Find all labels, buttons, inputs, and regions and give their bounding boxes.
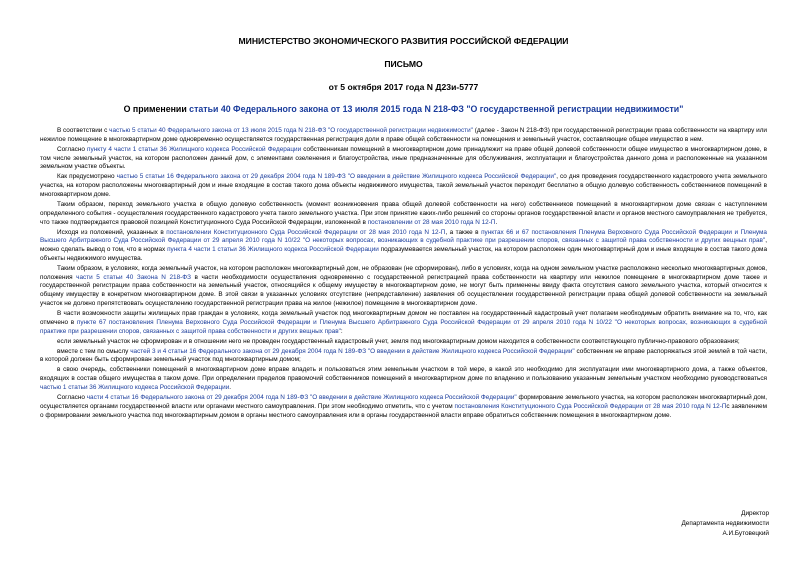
paragraph-text: Согласно [57, 393, 87, 401]
paragraph-text: . [229, 384, 232, 391]
paragraph-text: , со дня проведения государственного кадастрового учета земельного участка, на котором расположены многоквартирный дом и иные входящие в состав такого дома объекты недвижимого имущества, такой земельный участок переходит бесплатно в общую долевую собственность собственников помещений в многоквартирном доме. [40, 173, 767, 198]
paragraph-text: , а также в [445, 228, 482, 236]
legal-reference-link[interactable]: частей 3 и 4 статьи 16 Федерального закона от 29 декабря 2004 года N 189-ФЗ "О введении в действие Жилищного кодекса Российской Федерации" [130, 347, 575, 355]
signature-department: Департамента недвижимости [681, 520, 769, 527]
paragraph-text: Таким образом, в условиях, когда земельный участок, на котором расположен многоквартирный дом, не образован (не сформирован), либо в условиях, когда на одном земельном участке расположено несколько многоквартирных домов, положения [40, 264, 767, 281]
body-paragraph [40, 265, 767, 309]
body-paragraph [40, 173, 767, 199]
paragraph-text: : [340, 327, 343, 335]
paragraph-text: Таким образом, переход земельного участка в общую долевую собственность (момент возникновения права общей долевой собственности на него) собственников помещений в многоквартирном доме связан с наступлением определенного события - осуществления государственного кадастрового учета такого земельного участка. При этом принятие каких-либо решений со стороны органов государственной власти и органов местного самоуправления не требуется, что также подтверждается правовой позицией Конституционного Суда Российской Федерации, изложенной в [40, 200, 767, 226]
legal-reference-link[interactable]: пунктах 66 и 67 постановления Пленума Верховного Суда Российской Федерации и Пленума Высшего Арбитражного Суда Российской Федерации от 29 апреля 2010 года N 10/22 "О некоторых вопросах, возникающих в судебной практике при разрешении споров, связанных с защитой права собственности и других вещных прав" [40, 228, 767, 245]
document-type: ПИСЬМО [384, 59, 423, 69]
body-paragraph [40, 146, 767, 172]
paragraph-text: вместе с тем по смыслу [57, 347, 131, 355]
body-paragraph [40, 338, 767, 347]
legal-reference-link[interactable]: частью 5 статьи 40 Федерального закона от 13 июля 2015 года N 218-ФЗ "О государственной регистрации недвижимости" [109, 127, 473, 134]
subject-prefix: О применении [123, 104, 190, 114]
paragraph-text: В части возможности защиты жилищных прав граждан в условиях, когда земельный участок под многоквартирным домом не поставлен на государственный кадастровый учет полагаем необходимым обратить внимание на то, что, как отмечено в [40, 310, 767, 326]
body-paragraph [40, 348, 767, 366]
legal-reference-link[interactable]: частью 1 статьи 36 Жилищного кодекса Российской Федерации [40, 384, 230, 391]
legal-reference-link[interactable]: частью 5 статьи 16 Федерального закона от 29 декабря 2004 года N 189-ФЗ "О введении в действие Жилищного кодекса Российской Федерации" [116, 173, 557, 181]
document-date-number: от 5 октября 2017 года N Д23и-5777 [328, 82, 479, 92]
body-paragraph [40, 394, 767, 420]
legal-reference-link[interactable]: части 5 статьи 40 Закона N 218-ФЗ [76, 273, 191, 281]
legal-reference-link[interactable]: постановлении от 28 мая 2010 года N 12-П [367, 218, 496, 226]
subject-law-link[interactable]: статьи 40 Федерального закона от 13 июля 2015 года N 218-ФЗ "О государственной регистрации недвижимости" [189, 104, 684, 114]
paragraph-text: собственникам помещений в многоквартирном доме принадлежит на праве общей долевой собственности общее имущество в многоквартирном доме, в том числе земельный участок, на котором расположен данный дом, с элементами озеленения и благоустройства, иные предназначенные для обслуживания, эксплуатации и благоустройства данного дома и расположенные на указанном земельном участке объекты. [40, 145, 768, 171]
paragraph-text: . [495, 218, 498, 226]
signature-name: А.И.Бутовецкий [722, 530, 769, 537]
paragraph-text: , можно сделать вывод о том, что в нормах [40, 237, 767, 254]
paragraph-text: в части необходимости осуществления одновременно с государственной регистрацией права собственности на квартиру или нежилое помещение в многоквартирном доме также и государственной регистрации права собственности на земельный участок, относящийся к общему имуществу в многоквартирном доме, не могут быть применены ввиду факта отсутствия самого земельного участка, который относится к общему имуществу в конкретном многоквартирном доме. В этой связи в указанных условиях отсутствие (непредставление) заявления об осуществлении государственной регистрации права общей долевой собственности на земельный участок не должно препятствовать осуществлению государственной регистрации права на жилое (нежилое) помещение в многоквартирном доме. [40, 273, 767, 308]
signature-block [681, 509, 769, 539]
paragraph-text: с заявлением о формировании земельного участка под многоквартирным домом в органы местного самоуправления или в органы государственной власти вправе обратиться собственник помещения в многоквартирном доме. [40, 402, 767, 419]
body-paragraph [40, 127, 767, 145]
paragraph-text: Согласно [57, 145, 88, 153]
body-paragraph [40, 229, 767, 264]
paragraph-text: формирование земельного участка, на котором расположен многоквартирный дом, осуществляется органами государственной власти или органами местного самоуправления. При этом необходимо отметить, что с учетом [40, 393, 767, 410]
legal-reference-link[interactable]: постановлении Конституционного Суда Российской Федерации от 28 мая 2010 года N 12-П [166, 228, 446, 236]
document-body [40, 127, 767, 420]
ministry-heading: МИНИСТЕРСТВО ЭКОНОМИЧЕСКОГО РАЗВИТИЯ РОССИЙСКОЙ ФЕДЕРАЦИИ [238, 36, 569, 46]
document-subject [40, 104, 767, 115]
body-paragraph [40, 366, 767, 392]
body-paragraph [40, 201, 767, 227]
body-paragraph [40, 310, 767, 336]
paragraph-text: Как предусмотрено [57, 173, 117, 181]
paragraph-text: (далее - Закон N 218-ФЗ) при государственной регистрации права собственности на квартиру или нежилое помещение в многоквартирном доме одновременно осуществляется государственная регистрация доли в праве общей собственности на помещения и земельный участок, составляющие общее имущество в нем. [40, 127, 768, 143]
legal-reference-link[interactable]: пункта 4 части 1 статьи 36 Жилищного кодекса Российской Федерации [167, 246, 379, 254]
legal-reference-link[interactable]: пункту 4 части 1 статьи 36 Жилищного кодекса Российской Федерации [87, 145, 302, 153]
signature-position: Директор [741, 510, 769, 517]
paragraph-text: В соответствии с [57, 127, 110, 134]
legal-reference-link[interactable]: постановления Конституционного Суда Российской Федерации от 28 мая 2010 года N 12-П [454, 402, 727, 410]
legal-reference-link[interactable]: пункте 67 постановления Пленума Верховного Суда Российской Федерации и Пленума Высшего Арбитражного Суда Российской Федерации от 29 апреля 2010 года N 10/22 "О некоторых вопросах, возникающих в судебной практике при разрешении споров, связанных с защитой права собственности и других вещных прав" [40, 318, 767, 335]
legal-reference-link[interactable]: части 4 статьи 16 Федерального закона от 29 декабря 2004 года N 189-ФЗ "О введении в действие Жилищного кодекса Российской Федерации" [86, 393, 517, 401]
paragraph-text: в свою очередь, собственники помещений в многоквартирном доме вправе владеть и пользоваться этим земельным участком в той мере, в какой это необходимо для эксплуатации ими многоквартирного дома, а также объектов, входящих в состав общего имущества в таком доме. При определении пределов правомочий собственников помещений в многоквартирном доме по владению и пользованию указанным земельным участком необходимо руководствоваться [40, 366, 767, 383]
paragraph-text: Исходя из положений, указанных в [57, 228, 167, 236]
paragraph-text: собственник не вправе распоряжаться этой землей в той части, в которой должен быть сформирован земельный участок под многоквартирным домом; [40, 347, 767, 364]
paragraph-text: подразумевается земельный участок, на котором расположен один многоквартирный дом и иные входящие в состав такого дома объекты недвижимого имущества. [40, 246, 767, 262]
paragraph-text: если земельный участок не сформирован и в отношении него не проведен государственный кадастровый учет, земля под многоквартирным домом находится в собственности соответствующего публично-правового образования; [57, 337, 740, 345]
